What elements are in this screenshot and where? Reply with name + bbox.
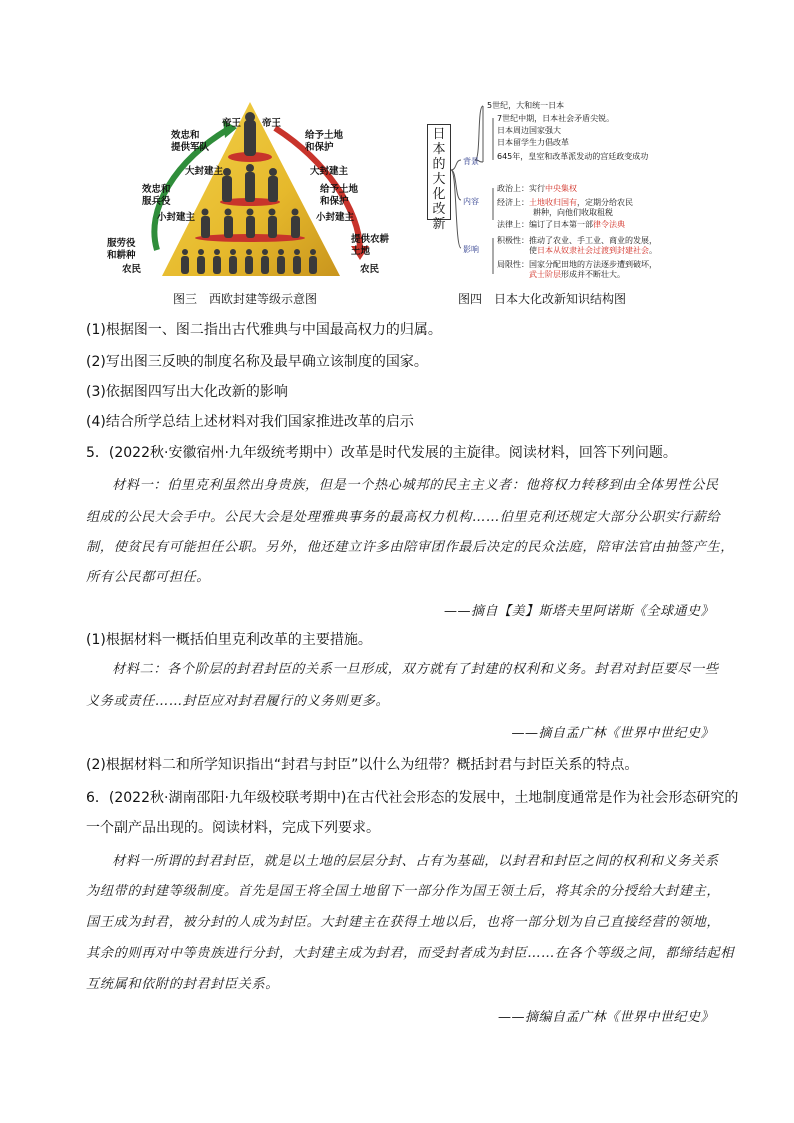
category-background: 背景	[463, 157, 479, 166]
bg-item-1: 5世纪，大和统一日本	[487, 101, 565, 110]
impact-positive-line2: 使日本从奴隶社会过渡到封建社会。	[529, 246, 657, 255]
p6-material1-line5: 互统属和依附的封君封臣关系。	[86, 977, 280, 992]
p6-material1-line1: 材料一所谓的封君封臣，就是以土地的层层分封、占有为基础，以封君和封臣之间的权利和义务关系	[112, 854, 719, 869]
label-give-land-2: 给予土地 和保护	[320, 184, 359, 207]
bg-item-4: 日本留学生力倡改革	[497, 138, 569, 147]
p5-source1: ——摘自【美】斯塔夫里阿诺斯《全球通史》	[443, 604, 714, 619]
p5-question2: (2)根据材料二和所学知识指出“封君与封臣”以什么为纽带？概括封君与封臣关系的特点。	[86, 757, 639, 773]
p6-material1-line3: 国王成为封君，被分封的人成为封臣。大封建主在获得土地以后，也将一部分划为自己直接经营的领地，	[86, 915, 721, 930]
content-economy: 经济上：土地收归国有，定期分给农民	[497, 198, 633, 207]
label-peasant-left: 农民	[122, 264, 142, 275]
label-serve-farm: 服劳役 和耕种	[107, 238, 136, 261]
impact-limit-line1: 局限性：国家分配田地的方法逐步遭到破坏，	[497, 260, 657, 269]
label-emperor-left: 帝王	[222, 118, 242, 129]
problem6-heading-line1: 6．(2022秋·湖南邵阳·九年级校联考期中)在古代社会形态的发展中，土地制度通常是作为社会形态研究的	[86, 790, 739, 806]
diagram-title: 日本的大化改新	[432, 127, 446, 232]
label-loyal-service: 效忠和 服兵役	[142, 184, 171, 207]
impact-limit-line2: 武士阶层形成并不断壮大。	[529, 270, 625, 279]
p6-material1-line4: 其余的则再对中等贵族进行分封，大封建主成为封君，而受封者成为封臣……在各个等级之间，都缔结起相	[86, 946, 735, 961]
question-1: (1)根据图一、图二指出古代雅典与中国最高权力的归属。	[86, 322, 442, 338]
p5-material1-line3: 制，使贫民有可能担任公职。另外，他还建立许多由陪审团作最后决定的民众法庭，陪审法官由抽签产生，	[86, 540, 735, 555]
p5-material1-line1: 材料一：伯里克利虽然出身贵族，但是一个热心城邦的民主主义者：他将权力转移到由全体男性公民	[112, 478, 719, 493]
problem5-heading: 5．(2022秋·安徽宿州·九年级统考期中）改革是时代发展的主旋律。阅读材料，回答下列问题。	[86, 445, 677, 461]
label-peasant-right: 农民	[360, 264, 380, 275]
content-economy-line2: 耕种，向他们收取租税	[533, 208, 613, 217]
question-3: (3)依据图四写出大化改新的影响	[86, 384, 288, 400]
figure3-caption: 图三 西欧封建等级示意图	[173, 292, 318, 306]
question-4: (4)结合所学总结上述材料对我们国家推进改革的启示	[86, 414, 414, 430]
label-small-lord-left: 小封建主	[157, 212, 196, 223]
p5-material1-line4: 所有公民都可担任。	[86, 570, 211, 585]
label-great-lord-left: 大封建主	[185, 166, 224, 177]
content-law: 法律上：编订了日本第一部律令法典	[497, 220, 625, 229]
p5-question1: (1)根据材料一概括伯里克利改革的主要措施。	[86, 632, 372, 648]
bg-item-5: 645年，皇室和改革派发动的宫廷政变成功	[497, 152, 649, 161]
label-give-land-1: 给予土地 和保护	[305, 130, 344, 153]
label-great-lord-right: 大封建主	[310, 166, 349, 177]
category-content: 内容	[463, 197, 479, 206]
label-emperor-right: 帝王	[262, 118, 282, 129]
label-provide-farmland: 提供农耕 土地	[351, 234, 390, 257]
p5-material2-line2: 义务或责任……封臣应对封君履行的义务则更多。	[86, 694, 390, 709]
figure4-caption: 图四 日本大化改新知识结构图	[458, 292, 627, 306]
impact-positive-line1: 积极性：推动了农业、手工业、商业的发展，	[497, 236, 657, 245]
taika-reform-diagram	[425, 96, 695, 280]
p5-source2: ——摘自孟广林《世界中世纪史》	[511, 726, 714, 741]
label-loyal-military: 效忠和 提供军队	[171, 130, 210, 153]
category-impact: 影响	[463, 245, 479, 254]
p6-material1-line2: 为纽带的封建等级制度。首先是国王将全国土地留下一部分作为国王领土后，将其余的分授给大封建主，	[86, 884, 721, 899]
content-politics: 政治上：实行中央集权	[497, 184, 577, 193]
p5-material2-line1: 材料二：各个阶层的封君封臣的关系一旦形成，双方就有了封建的权利和义务。封君对封臣要尽一些	[112, 662, 719, 677]
p6-source1: ——摘编自孟广林《世界中世纪史》	[497, 1010, 714, 1025]
label-small-lord-right: 小封建主	[316, 212, 355, 223]
question-2: (2)写出图三反映的制度名称及最早确立该制度的国家。	[86, 354, 428, 370]
problem6-heading-line2: 一个副产品出现的。阅读材料，完成下列要求。	[86, 820, 380, 836]
p5-material1-line2: 组成的公民大会手中。公民大会是处理雅典事务的最高权力机构……伯里克利还规定大部分公职实行薪给	[86, 510, 721, 525]
bg-item-2: 7世纪中期，日本社会矛盾尖锐。	[497, 114, 615, 123]
feudal-hierarchy-figure	[105, 100, 395, 280]
bg-item-3: 日本周边国家强大	[497, 126, 561, 135]
